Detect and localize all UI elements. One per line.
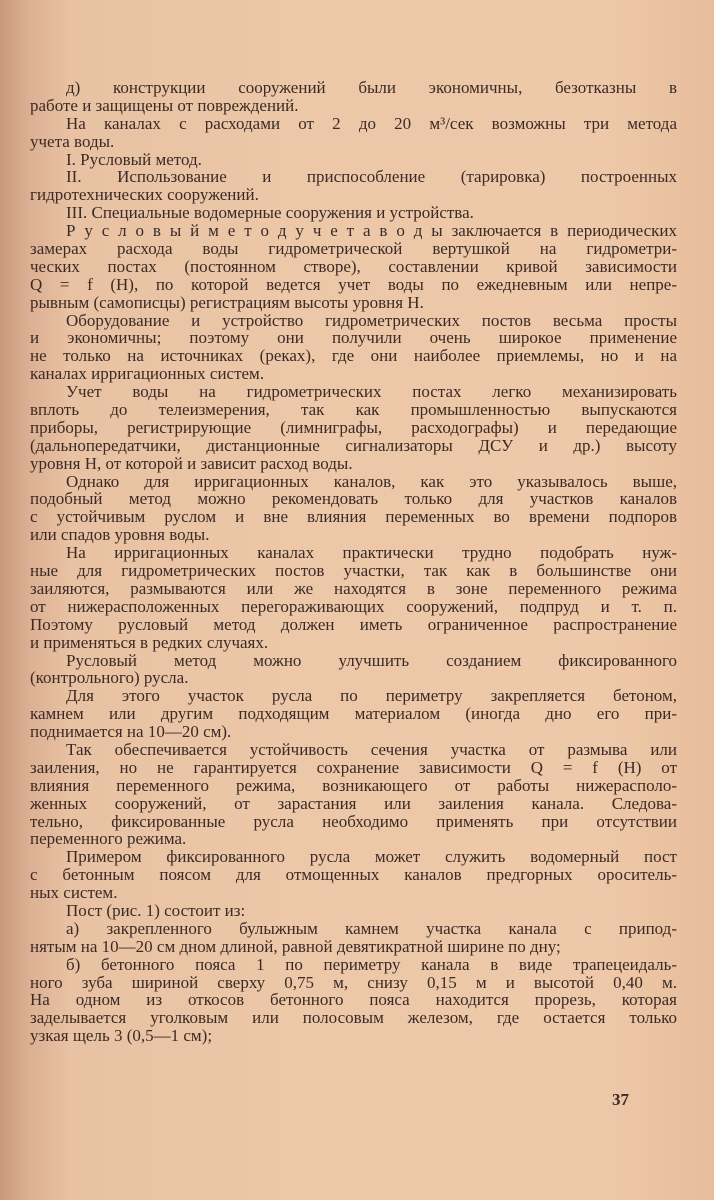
text-line: ного зуба шириной сверху 0,75 м, снизу 0,15 м и высотой 0,40 м.	[30, 972, 677, 992]
text-line: III. Специальные водомерные сооружения и устройства.	[66, 203, 474, 223]
text-line: ческих постах (постоянном створе), составлении кривой зависимости	[30, 256, 677, 276]
text-line: гидротехнических сооружений.	[30, 185, 259, 205]
text-line: (дальнопередатчики, дистанционные сигнализаторы ДСУ и др.) высоту	[30, 435, 677, 455]
text-line: б) бетонного пояса 1 по периметру канала в виде трапецеидаль-	[66, 954, 677, 974]
text-line: нятым на 10—20 см дном длиной, равной девятикратной ширине по дну;	[30, 936, 561, 956]
text-line: каналах ирригационных систем.	[30, 364, 265, 384]
text-line: I. Русловый метод.	[66, 149, 202, 169]
page-number: 37	[612, 1090, 629, 1109]
text-line: подобный метод можно рекомендовать только для участков каналов	[30, 489, 677, 509]
text-line: ных систем.	[30, 883, 118, 903]
page-body	[30, 79, 677, 1045]
text-line: с устойчивым руслом и вне влияния переменных во времени подпоров	[30, 507, 677, 527]
text-line: и применяться в редких случаях.	[30, 632, 269, 652]
paragraph	[30, 383, 677, 472]
text-line: На одном из откосов бетонного пояса находится прорезь, которая	[30, 990, 677, 1010]
text-line: На ирригационных каналах практически трудно подобрать нуж-	[66, 543, 677, 563]
text-line: влияния переменного режима, возникающего от работы нижерасполо-	[30, 775, 677, 795]
text-line: Оборудование и устройство гидрометрических постов весьма просты	[66, 310, 677, 330]
text-line: приборы, регистрирующие (лимниграфы, расходографы) и передающие	[30, 417, 677, 437]
paragraph	[30, 312, 677, 384]
text-line: камнем или другим подходящим материалом (иногда дно его при-	[30, 704, 677, 724]
text-line: и экономичны; поэтому они получили очень широкое применение	[30, 328, 677, 348]
text-line: Учет воды на гидрометрических постах легко механизировать	[66, 382, 677, 402]
text-line: заиляются, размываются или же находятся в зоне переменного режима	[30, 578, 677, 598]
text-line: не только на источниках (реках), где они наиболее приемлемы, но и на	[30, 346, 677, 366]
text-line: женных сооружений, от зарастания или заиления канала. Следова-	[30, 793, 677, 813]
paragraph	[30, 902, 677, 920]
text-line: Русловый метод можно улучшить созданием фиксированного	[66, 650, 677, 670]
paragraph	[30, 473, 677, 545]
text-line: рывным (самописцы) регистрациям высоты уровня H.	[30, 292, 424, 312]
text-line: На каналах с расходами от 2 до 20 м³/сек возможны три метода	[66, 113, 677, 133]
text-line: а) закрепленного булыжным камнем участка канала с припод-	[66, 918, 677, 938]
text-line: замерах расхода воды гидрометрической вертушкой на гидрометри-	[30, 239, 677, 259]
text-line: Q = f (H), по которой ведется учет воды по ежедневным или непре-	[30, 274, 677, 294]
text-line: Р у с л о в ы й м е т о д у ч е т а в о д ы заключается в периодических	[66, 221, 677, 241]
text-line: заиления, но не гарантируется сохранение зависимости Q = f (H) от	[30, 757, 677, 777]
paragraph	[30, 222, 677, 311]
text-line: от нижерасположенных перегораживающих сооружений, подпруд и т. п.	[30, 596, 677, 616]
text-line: ные для гидрометрических постов участки, так как в большинстве они	[30, 561, 677, 581]
text-line: (контрольного) русла.	[30, 668, 189, 688]
text-line: с бетонным поясом для отмощенных каналов предгорных ороситель-	[30, 865, 677, 885]
text-line: работе и защищены от повреждений.	[30, 95, 299, 115]
text-line: или спадов уровня воды.	[30, 525, 210, 545]
paragraph	[30, 687, 677, 741]
paragraph	[30, 151, 677, 169]
paragraph	[30, 204, 677, 222]
text-line: II. Использование и приспособление (тарировка) построенных	[66, 167, 677, 187]
text-line: переменного режима.	[30, 829, 187, 849]
paragraph	[30, 115, 677, 151]
text-line: заделывается уголковым или полосовым железом, где остается только	[30, 1008, 677, 1028]
text-line: вплоть до телеизмерения, так как промышленностью выпускаются	[30, 400, 677, 420]
text-line: Однако для ирригационных каналов, как это указывалось выше,	[66, 471, 677, 491]
paragraph	[30, 544, 677, 651]
text-line: поднимается на 10—20 см).	[30, 722, 232, 742]
text-line: Так обеспечивается устойчивость сечения участка от размыва или	[66, 739, 677, 759]
paragraph	[30, 920, 677, 956]
paragraph	[30, 79, 677, 115]
text-line: д) конструкции сооружений были экономичны, безотказны в	[66, 78, 677, 97]
text-line: учета воды.	[30, 131, 115, 151]
text-line: Пост (рис. 1) состоит из:	[66, 900, 246, 920]
paragraph	[30, 168, 677, 204]
text-line: Для этого участок русла по периметру закрепляется бетоном,	[66, 686, 677, 706]
paragraph	[30, 956, 677, 1045]
text-line: уровня H, от которой и зависит расход воды.	[30, 453, 353, 473]
paragraph	[30, 741, 677, 848]
text-line: узкая щель 3 (0,5—1 см);	[30, 1026, 213, 1046]
text-line: тельно, фиксированные русла необходимо применять при отсутствии	[30, 811, 677, 831]
paragraph	[30, 652, 677, 688]
text-line: Поэтому русловый метод должен иметь ограниченное распространение	[30, 614, 677, 634]
paragraph	[30, 848, 677, 902]
text-line: Примером фиксированного русла может служить водомерный пост	[66, 847, 677, 867]
